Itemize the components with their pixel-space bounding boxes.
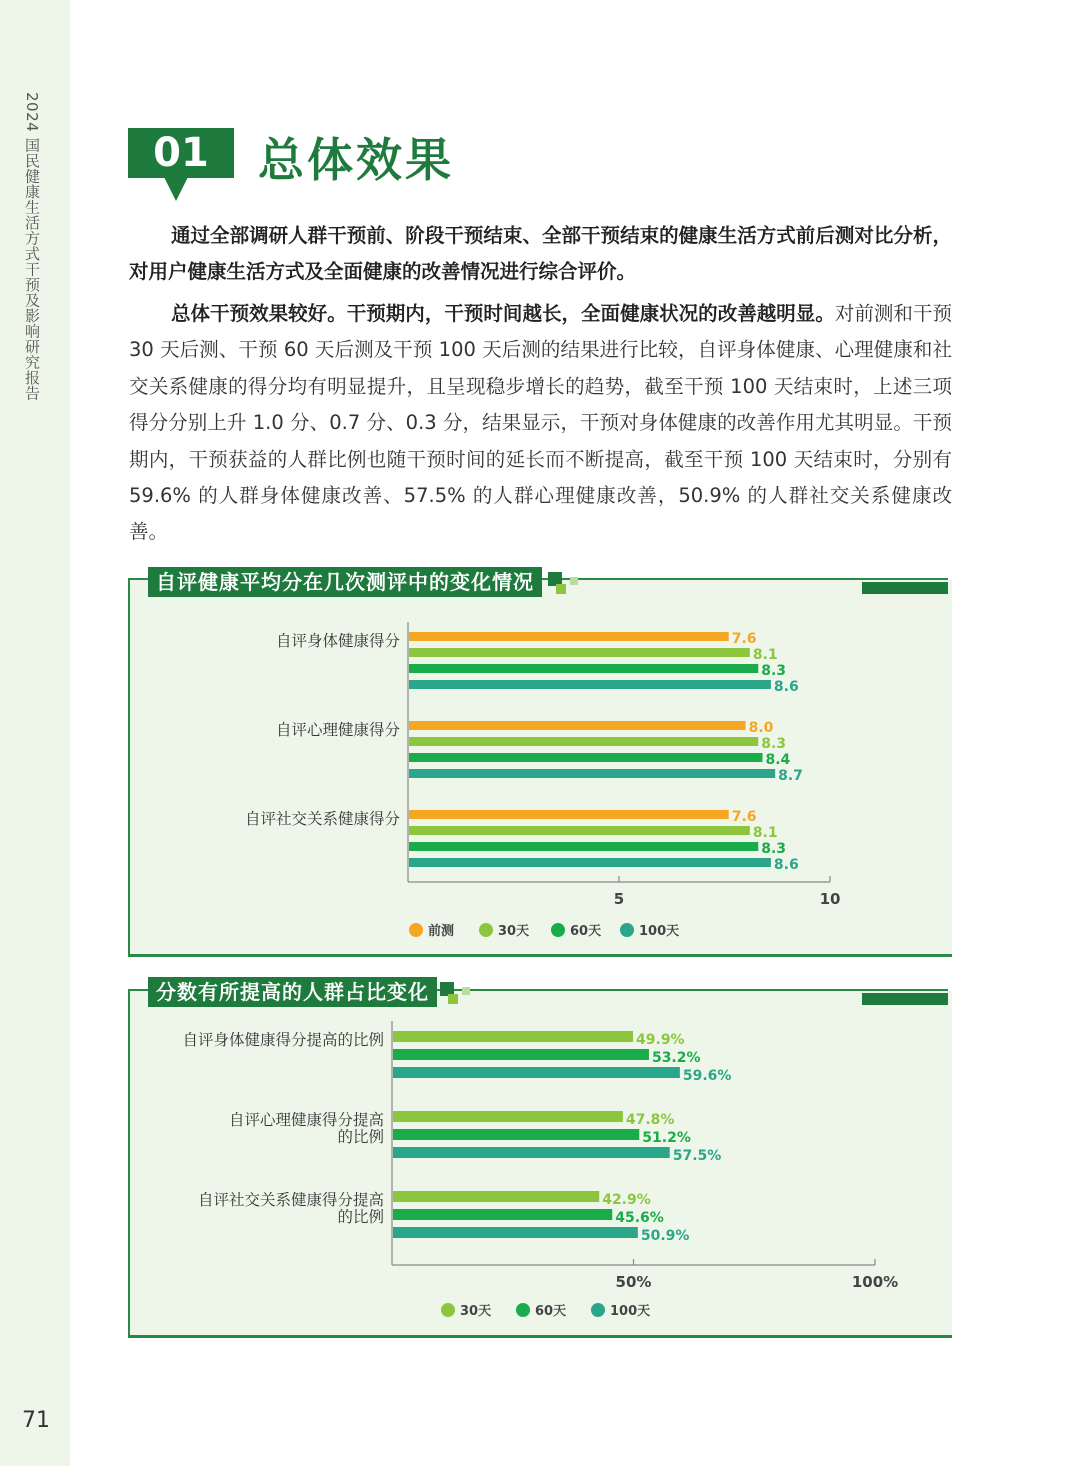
bar — [393, 1129, 639, 1140]
legend-marker — [620, 923, 634, 937]
bar — [409, 753, 762, 762]
bar — [409, 826, 750, 835]
bar — [393, 1227, 638, 1238]
bar — [393, 1049, 649, 1060]
chart1-svg — [130, 582, 952, 952]
bar — [409, 664, 758, 673]
legend-label: 60天 — [535, 1304, 567, 1319]
legend-label: 60天 — [570, 924, 602, 939]
bar — [409, 721, 746, 730]
bar — [393, 1191, 599, 1202]
legend-label: 100天 — [639, 924, 680, 939]
bar — [409, 842, 758, 851]
legend-marker — [409, 923, 423, 937]
data-label: 8.1 — [752, 825, 778, 841]
summary-paragraph — [129, 296, 952, 551]
bar — [409, 769, 775, 778]
data-label: 8.0 — [748, 720, 774, 736]
category-label: 自评心理健康得分提高 — [228, 1111, 384, 1129]
data-label: 7.6 — [731, 631, 757, 647]
bar — [393, 1111, 623, 1122]
data-label: 8.3 — [761, 663, 787, 679]
running-header: 2024 国民健康生活方式干预及影响研究报告 — [23, 92, 41, 401]
x-tick-label: 100% — [851, 1273, 899, 1291]
bar — [409, 648, 750, 657]
legend-label: 30天 — [498, 924, 530, 939]
bar — [393, 1067, 680, 1078]
data-label: 49.9% — [636, 1032, 685, 1048]
data-label: 8.3 — [761, 841, 787, 857]
data-label: 7.6 — [731, 809, 757, 825]
bar — [393, 1147, 670, 1158]
data-label: 8.6 — [773, 857, 799, 873]
bar — [393, 1209, 612, 1220]
legend-label: 100天 — [610, 1304, 651, 1319]
bar — [409, 810, 729, 819]
badge-tail — [164, 177, 188, 201]
legend-marker — [479, 923, 493, 937]
data-label: 8.4 — [765, 752, 791, 768]
data-label: 45.6% — [615, 1210, 664, 1226]
page-number: 71 — [22, 1408, 50, 1433]
data-label: 59.6% — [682, 1068, 732, 1084]
data-label: 57.5% — [672, 1148, 722, 1164]
category-label: 自评社交关系健康得分提高 — [197, 1191, 384, 1209]
bar — [409, 680, 771, 689]
legend-label: 30天 — [460, 1304, 492, 1319]
legend-marker — [591, 1303, 605, 1317]
data-label: 50.9% — [640, 1228, 690, 1244]
x-tick-label: 50% — [615, 1273, 652, 1291]
data-label: 53.2% — [651, 1050, 701, 1066]
category-label: 自评身体健康得分提高的比例 — [182, 1031, 384, 1049]
bar — [409, 858, 771, 867]
intro-text: 通过全部调研人群干预前、阶段干预结束、全部干预结束的健康生活方式前后测对比分析，对用户健康生活方式及全面健康的改善情况进行综合评价。 — [129, 224, 952, 284]
data-label: 8.1 — [752, 647, 778, 663]
intro-paragraph — [129, 218, 952, 291]
chart2-svg — [130, 993, 952, 1333]
summary-bold-text: 总体干预效果较好。干预期内，干预时间越长，全面健康状况的改善越明显。 — [171, 302, 835, 325]
legend-marker — [551, 923, 565, 937]
data-label: 8.7 — [778, 768, 803, 784]
data-label: 51.2% — [642, 1130, 691, 1146]
bar — [409, 632, 729, 641]
data-label: 8.3 — [761, 736, 787, 752]
chart1-title: 自评健康平均分在几次测评中的变化情况 — [148, 567, 542, 597]
legend-marker — [441, 1303, 455, 1317]
category-label: 的比例 — [337, 1128, 384, 1146]
chart2-title: 分数有所提高的人群占比变化 — [148, 977, 437, 1007]
category-label: 自评心理健康得分 — [275, 721, 400, 739]
bar — [393, 1031, 633, 1042]
legend-label: 前测 — [428, 924, 455, 939]
section-number-badge: 01 — [128, 128, 234, 178]
bar — [409, 737, 758, 746]
x-tick-label: 10 — [819, 890, 841, 908]
data-label: 42.9% — [602, 1192, 651, 1208]
legend-marker — [516, 1303, 530, 1317]
category-label: 自评社交关系健康得分 — [244, 810, 400, 828]
summary-text: 对前测和干预 30 天后测、干预 60 天后测及干预 100 天后测的结果进行比较，自评身体健康、心理健康和社交关系健康的得分均有明显提升，且呈现稳步增长的趋势，截至干预 100 天结束时，上述三项得分分别上升 1.0 分、0.7 分、0.3 分，结果显示，干预对身体健康的改善作用尤其明显。干预期内，干预获益的人群比例也随干预时间的延长而不断提高，截至干预 100 天结束时，分别有 59.6% 的人群身体健康改善、57.5% 的人群心理健康改善，50.9% 的人群社交关系健康改善。 — [129, 302, 952, 544]
data-label: 8.6 — [773, 679, 799, 695]
data-label: 47.8% — [625, 1112, 675, 1128]
category-label: 的比例 — [337, 1208, 384, 1226]
x-tick-label: 5 — [613, 890, 625, 908]
category-label: 自评身体健康得分 — [275, 632, 400, 650]
section-title: 总体效果 — [258, 133, 454, 187]
